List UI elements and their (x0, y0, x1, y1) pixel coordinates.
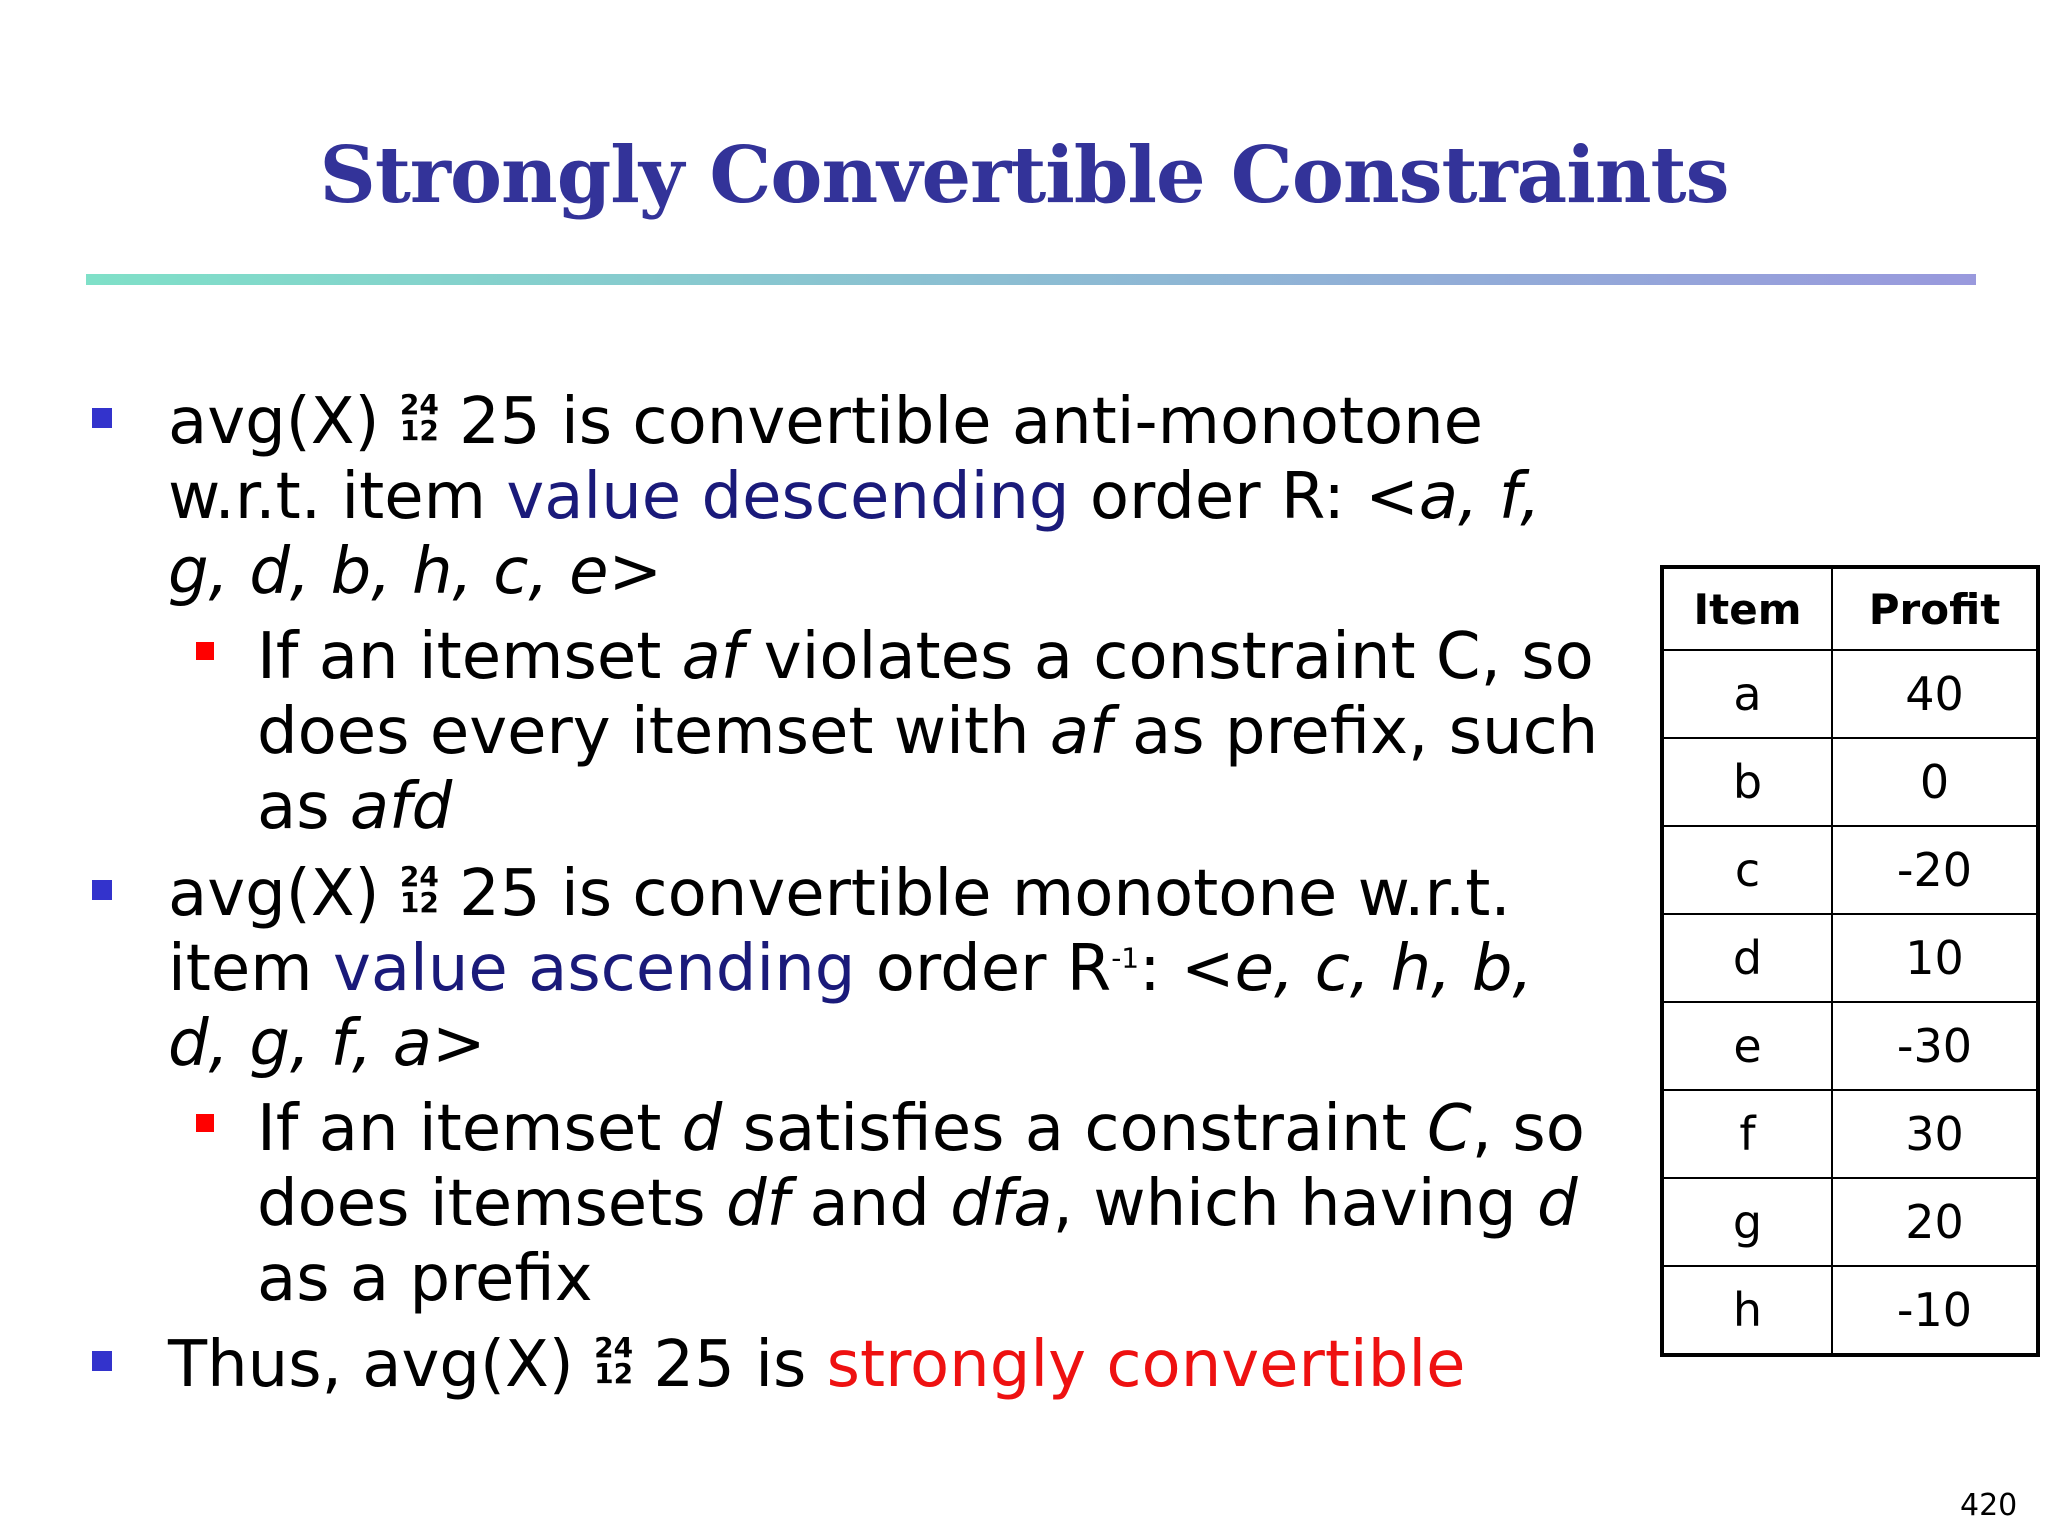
table-row (1662, 826, 2038, 914)
cell-profit: -10 (1832, 1266, 2038, 1355)
symbol-glyph: 24 12 (399, 388, 439, 448)
bullet-3 (168, 1328, 1608, 1403)
bullet-marker-icon (92, 408, 112, 428)
sub-bullet-marker-icon (196, 1114, 214, 1132)
cell-item: a (1662, 650, 1832, 738)
italic-text: dfa (950, 1167, 1053, 1241)
cell-profit: 0 (1832, 738, 2038, 826)
cell-item: b (1662, 738, 1832, 826)
table-header-row (1662, 567, 2038, 650)
sub-bullet-2 (257, 1092, 1607, 1317)
bullet-text: : < (1139, 932, 1235, 1006)
profit-table (1660, 565, 2040, 1357)
table-row (1662, 1266, 2038, 1355)
italic-text: d (1537, 1167, 1578, 1241)
slide-title: Strongly Convertible Constraints (319, 130, 1729, 221)
bullet-text: 25 is convertible monotone w.r.t. item (168, 857, 1511, 1006)
bullet-text: avg(X) (168, 385, 400, 459)
sub-bullet-marker-icon (196, 642, 214, 660)
bullet-text: as a prefix (257, 1242, 593, 1316)
cell-item: e (1662, 1002, 1832, 1090)
symbol-glyph: 24 12 (399, 860, 439, 920)
bullet-1 (168, 385, 1608, 610)
bullet-text: avg(X) (168, 857, 400, 931)
superscript-text: -1 (1111, 941, 1140, 975)
bullet-text: order R: < (1069, 460, 1419, 534)
cell-profit: 30 (1832, 1090, 2038, 1178)
profit-table-container (1660, 565, 2040, 1357)
italic-text: C (1426, 1092, 1472, 1166)
column-header-item: Item (1662, 567, 1832, 650)
bullet-text: Thus, avg(X) (168, 1328, 595, 1402)
bullet-text: , which having (1052, 1167, 1537, 1241)
cell-item: d (1662, 914, 1832, 1002)
cell-item: f (1662, 1090, 1832, 1178)
page-number: 420 (1960, 1488, 2018, 1523)
bullet-text: satisfies a constraint (722, 1092, 1427, 1166)
italic-text: e, c, h, b, d, g, f, a (168, 932, 1533, 1081)
cell-item: h (1662, 1266, 1832, 1355)
bullet-text: > (431, 1007, 486, 1081)
bullet-text: 25 is (633, 1328, 827, 1402)
cell-profit: -30 (1832, 1002, 2038, 1090)
table-row (1662, 1090, 2038, 1178)
italic-text: a, f, g, d, b, h, c, e (168, 460, 1541, 609)
bullet-text: violates a constraint C, so does every itemset with (257, 620, 1594, 769)
table-row (1662, 1178, 2038, 1266)
bullet-text: 25 is convertible anti-monotone w.r.t. item (168, 385, 1484, 534)
italic-text: df (725, 1167, 790, 1241)
bullet-text: order R (855, 932, 1112, 1006)
table-row (1662, 1002, 2038, 1090)
bullet-marker-icon (92, 880, 112, 900)
column-header-profit: Profit (1832, 567, 2038, 650)
highlight-text: value ascending (332, 932, 856, 1006)
bullet-marker-icon (92, 1351, 112, 1371)
symbol-glyph: 24 12 (594, 1331, 634, 1391)
cell-profit: 10 (1832, 914, 2038, 1002)
bullet-text: If an itemset (257, 1092, 682, 1166)
highlight-text: value descending (506, 460, 1070, 534)
bullet-text: and (789, 1167, 951, 1241)
cell-profit: 40 (1832, 650, 2038, 738)
sub-bullet-1 (257, 620, 1607, 845)
table-row (1662, 650, 2038, 738)
table-row (1662, 738, 2038, 826)
bullet-text: as prefix, such as (257, 695, 1599, 844)
cell-profit: 20 (1832, 1178, 2038, 1266)
bullet-text: > (608, 535, 663, 609)
italic-text: afd (349, 770, 453, 844)
table-row (1662, 914, 2038, 1002)
cell-item: g (1662, 1178, 1832, 1266)
cell-profit: -20 (1832, 826, 2038, 914)
italic-text: af (1049, 695, 1112, 769)
italic-text: af (681, 620, 744, 694)
bullet-text: , so does itemsets (257, 1092, 1585, 1241)
highlight-text: strongly convertible (826, 1328, 1466, 1402)
italic-text: d (681, 1092, 723, 1166)
bullet-text: If an itemset (257, 620, 682, 694)
cell-item: c (1662, 826, 1832, 914)
bullet-2 (168, 857, 1608, 1082)
